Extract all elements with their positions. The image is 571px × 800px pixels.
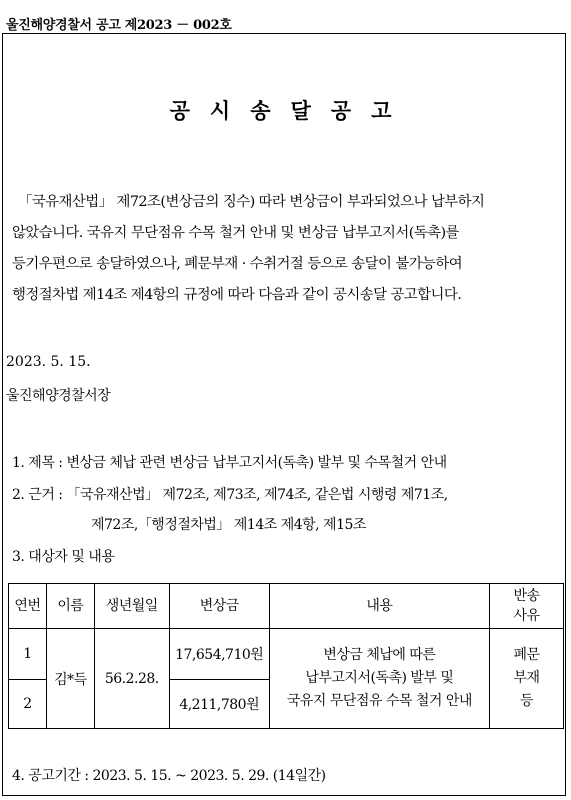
- cell-birth: 56.2.28.: [94, 629, 169, 729]
- content-line: 국유지 무단점유 수목 철거 안내: [286, 693, 472, 709]
- cell-no: 1: [9, 629, 47, 680]
- item-basis: 2. 근거 : 「국유재산법」 제72조, 제73조, 제74조, 같은법 시행령 제71조,: [12, 487, 448, 503]
- reason-line: 폐문: [513, 647, 540, 663]
- cell-amount: 17,654,710원: [169, 629, 269, 680]
- reason-line: 등: [520, 693, 534, 709]
- col-header-content: 내용: [269, 584, 489, 629]
- body-line: 않았습니다. 국유지 무단점유 수목 철거 안내 및 변상금 납부고지서(독촉)를: [12, 225, 459, 241]
- table-row: [9, 629, 564, 680]
- item-period: 4. 공고기간 : 2023. 5. 15. ~ 2023. 5. 29. (14일간): [12, 768, 326, 784]
- body-line: 등기우편으로 송달하였으나, 폐문부재 · 수취거절 등으로 송달이 불가능하여: [12, 256, 463, 272]
- cell-name: 김*득: [46, 629, 94, 729]
- col-header-reason-line: 사유: [513, 608, 540, 624]
- item-basis-continued: 제72조,「행정절차법」 제14조 제4항, 제15조: [91, 517, 366, 533]
- cell-content: [269, 629, 489, 729]
- content-line: 납부고지서(독촉) 발부 및: [305, 670, 454, 686]
- body-line: 「국유재산법」 제72조(변상금의 징수) 따라 변상금이 부과되었으나 납부하지: [18, 194, 485, 210]
- item-subject: 1. 제목 : 변상금 체납 관련 변상금 납부고지서(독촉) 발부 및 수목철거 안내: [12, 455, 447, 471]
- notice-number-header: 울진해양경찰서 공고 제2023 － 002호: [6, 18, 232, 33]
- notice-body: [12, 187, 560, 311]
- issuing-office: 울진해양경찰서장: [6, 388, 111, 404]
- page-title: 공시송달공고: [169, 98, 412, 123]
- cell-no: 2: [9, 680, 47, 729]
- body-line: 행정절차법 제14조 제4항의 규정에 따라 다음과 같이 공시송달 공고합니다.: [12, 287, 462, 303]
- col-header-name: 이름: [46, 584, 94, 629]
- col-header-birth: 생년월일: [94, 584, 169, 629]
- col-header-amount: 변상금: [169, 584, 269, 629]
- notice-date: 2023. 5. 15.: [6, 354, 91, 370]
- cell-amount: 4,211,780원: [169, 680, 269, 729]
- content-line: 변상금 체납에 따른: [323, 647, 436, 663]
- reason-line: 부재: [513, 670, 540, 686]
- target-table: [8, 583, 564, 729]
- col-header-reason: [490, 584, 564, 629]
- table-header-row: [9, 584, 564, 629]
- item-targets: 3. 대상자 및 내용: [12, 549, 115, 565]
- col-header-no: 연번: [9, 584, 47, 629]
- col-header-reason-line: 반송: [513, 588, 540, 604]
- cell-reason: [490, 629, 564, 729]
